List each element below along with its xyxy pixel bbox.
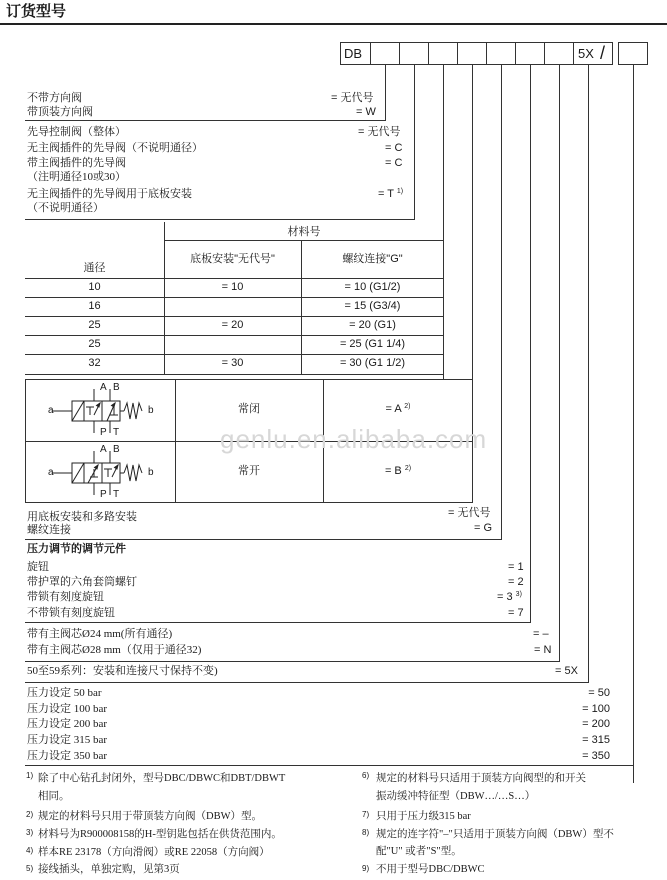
row-code: = 350 [582,750,610,762]
footnote-text: 规定的材料号只用于带顶装方向阀（DBW）型。 [38,811,262,822]
row-label: 用底板安装和多路安装 [27,511,137,523]
row-code: = 100 [582,703,610,715]
table-header: 螺纹连接"G" [342,253,403,265]
row-label: 螺纹连接 [27,524,71,536]
table-cell: 10 [88,281,101,293]
lead-line [530,65,531,622]
row-label: 带顶装方向阀 [27,106,93,118]
row-label: 压力设定 100 bar [27,703,108,715]
row-code: = C [385,142,403,154]
table-rule [25,316,444,317]
port-label: T [113,427,120,438]
table-rule [25,297,444,298]
port-label: B [113,444,120,455]
footnote-number: 5) [26,864,34,873]
row-label: 50至59系列：安装和连接尺寸保持不变) [27,665,218,677]
code-box [544,42,574,65]
section-heading: 压力调节的调节元件 [27,543,126,555]
port-label: a [48,467,54,478]
table-header: 通径 [83,262,106,274]
code-box-5x: 5X / [573,42,613,65]
table-rule [25,374,444,375]
row-label: 带主阀插件的先导阀 [27,157,126,169]
footnote-text: 规定的材料号只适用于顶装方向阀型的和开关 [376,773,586,784]
table-cell: = 30 [221,357,244,369]
code-box [370,42,400,65]
footnote-number: 2) [26,810,34,819]
table-cell: = 10 [221,281,244,293]
row-rule [25,219,415,220]
lead-line [633,65,634,783]
footnote-number: 8) [362,828,370,837]
port-label: A [100,382,107,393]
table-cell: 25 [88,338,101,350]
table-rule [164,240,444,241]
table-cell: = 25 (G1 1/4) [339,338,406,350]
table-cell: 32 [88,357,101,369]
row-code: = 5X [555,665,578,677]
code-box [399,42,429,65]
code-box [457,42,487,65]
footnote-number: 6) [362,771,370,780]
code-box [618,42,648,65]
table-cell: = 20 [221,319,244,331]
footnote-text: 相同。 [38,791,70,802]
port-label: b [148,405,154,416]
row-label: 压力设定 200 bar [27,718,108,730]
row-rule [25,539,502,540]
row-label: 旋钮 [27,561,49,573]
row-code: = G [474,522,493,534]
row-code: = 无代号 [331,92,374,104]
row-code: = 50 [588,687,610,699]
row-code: = T $^{1)}$ [378,188,404,200]
row-label: （不说明通径） [27,202,104,214]
footnote-text: 除了中心钻孔封闭外，型号DBC/DBWC和DBT/DBWT [38,773,286,784]
footnote-text: 振动缓冲特征型（DBW…/…S…） [376,791,536,802]
table-cell: = 15 (G3/4) [344,300,401,312]
table-cell: = 20 (G1) [349,319,396,331]
footnote-number: 3) [26,828,34,837]
port-label: a [48,405,54,416]
footnote-number: 9) [362,864,370,873]
title-underline [0,23,667,25]
row-code: = 200 [582,718,610,730]
footnote-text: 只用于压力级315 bar [376,811,471,822]
lead-line [559,65,560,662]
row-rule [25,661,560,662]
row-label: 带有主阀芯Ø28 mm（仅用于通径32) [27,644,202,656]
symbol-code: = B $^{2)}$ [384,465,412,477]
row-label: 不带方向阀 [27,92,82,104]
row-code: = – [533,628,549,640]
port-label: b [148,467,154,478]
footnote-text: 配"U" 或者"S"型。 [376,846,462,857]
row-label: 压力设定 315 bar [27,734,108,746]
row-code: = 2 [508,576,524,588]
table-rule [25,354,444,355]
footnote-text: 样本RE 23178（方向滑阀）或RE 22058（方向阀） [38,847,270,858]
lead-line [443,65,444,380]
lead-line [414,65,415,220]
code-box-db: DB [340,42,371,65]
row-rule [25,765,634,766]
symbol-code: = A $^{2)}$ [385,403,411,415]
row-code: = N [534,644,552,656]
table-cell: = 30 (G1 1/2) [339,357,406,369]
port-label: P [100,427,107,438]
symbol-desc: 常闭 [238,403,260,415]
footnote-number: 7) [362,810,370,819]
row-label: 无主阀插件的先导阀用于底板安装 [27,188,192,200]
row-code: = 1 [508,561,524,573]
row-code: = 无代号 [448,507,491,519]
table-header: 材料号 [287,226,321,238]
footnote-text: 接线插头，单独定购，见第3页 [38,864,180,875]
footnote-number: 4) [26,846,34,855]
port-label: T [113,489,120,500]
row-label: 带有主阀芯Ø24 mm(所有通径) [27,628,173,640]
footnote-text: 规定的连字符"–"只适用于顶装方向阀（DBW）型不 [376,829,614,840]
lead-line [385,65,386,120]
row-label: 带护罩的六角套筒螺钉 [27,576,137,588]
footnote-number: 1) [26,771,34,780]
row-label: 带锁有刻度旋钮 [27,591,104,603]
code-box [515,42,545,65]
port-label: P [100,489,107,500]
port-label: A [100,444,107,455]
row-code: = 无代号 [358,126,401,138]
footnote-text: 不用于型号DBC/DBWC [376,864,485,875]
table-rule [25,335,444,336]
row-label: 压力设定 350 bar [27,750,108,762]
table-cell: 25 [88,319,101,331]
row-code: = 315 [582,734,610,746]
port-label: B [113,382,120,393]
page-title: 订货型号 [6,4,67,20]
row-label: （注明通径10或30） [27,171,126,183]
row-code: = C [385,157,403,169]
footnote-text: 材料号为R900008158的H-型钥匙包括在供货范围内。 [38,829,282,840]
watermark: genlu.en.alibaba.com [220,424,488,454]
symbol-desc: 常开 [238,465,260,477]
table-rule [25,278,444,279]
table-rule [164,222,165,374]
row-label: 无主阀插件的先导阀（不说明通径） [27,142,203,154]
row-label: 不带锁有刻度旋钮 [27,607,115,619]
code-box [486,42,516,65]
row-label: 压力设定 50 bar [27,687,102,699]
lead-line [501,65,502,540]
code-box [428,42,458,65]
row-rule [25,120,386,121]
table-header: 底板安装"无代号" [190,253,275,265]
row-code: = W [356,106,376,118]
table-cell: = 10 (G1/2) [344,281,401,293]
row-rule [25,622,531,623]
row-code: = 3 $^{3)}$ [497,591,522,603]
row-rule [25,682,589,683]
lead-line [588,65,589,682]
table-cell: 16 [88,300,101,312]
row-label: 先导控制阀（整体） [27,126,126,138]
row-code: = 7 [508,607,524,619]
